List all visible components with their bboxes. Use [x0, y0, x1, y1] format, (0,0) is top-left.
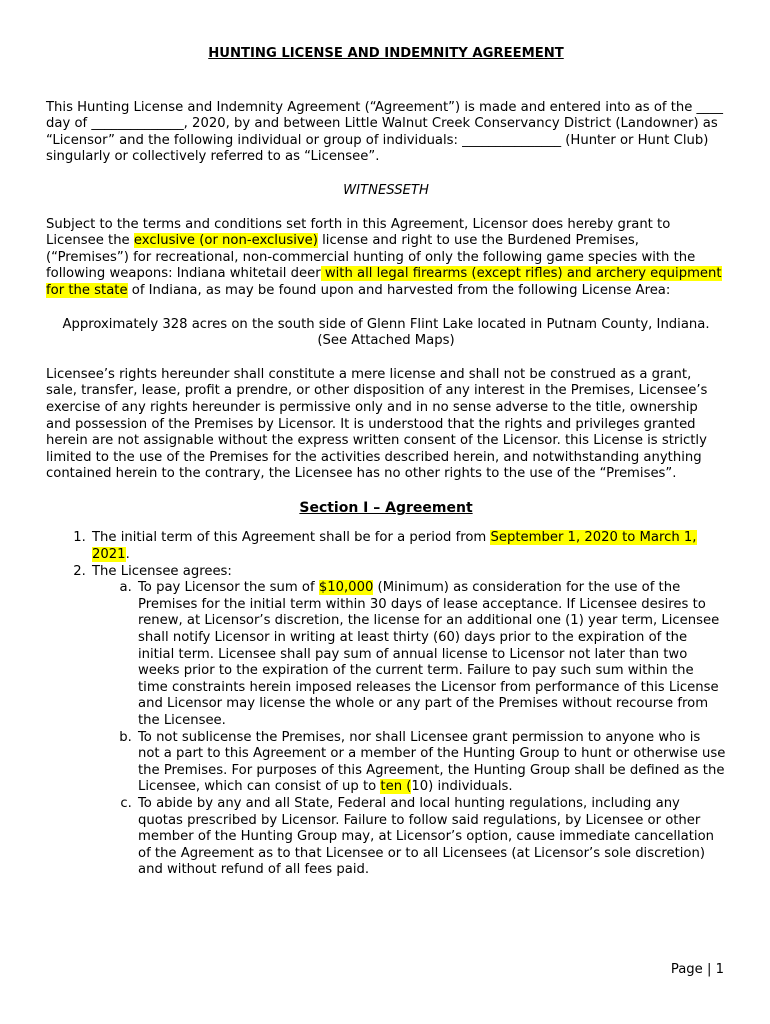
payment-text-1: To pay Licensor the sum of — [138, 580, 319, 596]
grant-text-3: of Indiana, as may be found upon and harvested from the following License Area: — [127, 282, 671, 298]
payment-text-2: (Minimum) as consideration for the use of the Premises for the initial term within 30 days of lease acceptance. If Licensee desires to renew, at Licensor’s discretion, the license for an additional one (1) year term, Licensee shall notify Licensor in writing at least thirty (60) days prior to the expiration of the initial term. Licensee shall pay sum of annual license to Licensor not later than two weeks prior to the expiration of the current term. Failure to pay such sum within the time constraints herein imposed releases the Licensor from performance of this License and Licensor may license the whole or any part of the Premises without recourse from the Licensee. — [138, 580, 720, 728]
obligation-payment — [136, 580, 726, 729]
section-heading: Section I – Agreement — [299, 499, 473, 516]
term-end: . — [125, 547, 130, 563]
obligation-no-sublicense — [136, 730, 726, 796]
highlight-group-size: ten ( — [380, 779, 412, 795]
agreement-list — [46, 530, 726, 878]
license-area-description: Approximately 328 acres on the south side of Glenn Flint Lake located in Putnam County, Indiana. — [62, 316, 710, 332]
licensee-agrees-text: The Licensee agrees: — [92, 563, 232, 579]
sublicense-text-2: 10) individuals. — [411, 779, 513, 795]
license-area-maps-note: (See Attached Maps) — [317, 333, 455, 349]
obligation-regulations: c. To abide by any and all State, Federal and local hunting regulations, including any quotas prescribed by Licensor. Failure to follow said regulations, by Licensee or other member of the Hunting Group may, at Licensor’s option, cause immediate cancellation of the Agreement as to that Licensee or to all Licensees (at Licensor’s sole discretion) and without refund of all fees paid. — [136, 796, 726, 879]
witnesseth-heading: WITNESSETH — [343, 182, 429, 198]
agreement-item-term — [90, 530, 726, 563]
highlight-term-dates: September 1, 2020 to March 1, 2021 — [92, 530, 697, 563]
grant-paragraph — [46, 217, 726, 300]
highlight-weapons: with all legal firearms (except rifles) and archery equipment for the state — [46, 266, 722, 298]
licensee-obligations-list — [92, 580, 726, 879]
rights-paragraph: Licensee’s rights hereunder shall constitute a mere license and shall not be construed as a grant, sale, transfer, lease, profit a prendre, or other disposition of any interest in the Premises, Licensee’s exercise of any rights hereunder is permissive only and in no sense adverse to the title, ownership and possession of the Premises by Licensor. It is understood that the rights and privileges granted herein are not assignable without the express written consent of the Licensor. this License is strictly limited to the use of the Premises for the activities described herein, and notwithstanding anything contained herein to the contrary, the Licensee has no other rights to the use of the “Premises”. — [46, 366, 708, 482]
page-number-footer: Page | 1 — [670, 962, 724, 977]
grant-text-2: license and right to use the Burdened Premises, (“Premises”) for recreational, non-commercial hunting of only the following game species with the following weapons: Indiana whitetail deer — [46, 233, 696, 282]
license-area-block — [46, 317, 726, 350]
highlight-exclusivity: exclusive (or non-exclusive) — [133, 233, 318, 249]
term-text: The initial term of this Agreement shall be for a period from — [92, 530, 491, 546]
intro-paragraph: This Hunting License and Indemnity Agreement (“Agreement”) is made and entered into as of the ____ day of ______________, 2020, by and between Little Walnut Creek Conservancy District (Landowner) as “Licensor” and the following individual or group of individuals: _______________ (Hunter or Hunt Club) singularly or collectively referred to as “Licensee”. — [46, 99, 723, 165]
sublicense-text-1: To not sublicense the Premises, nor shall Licensee grant permission to anyone who is not a part to this Agreement or a member of the Hunting Group to hunt or otherwise use the Premises. For purposes of this Agreement, the Hunting Group shall be defined as the Licensee, which can consist of up to — [138, 729, 726, 795]
grant-text-1: Subject to the terms and conditions set forth in this Agreement, Licensor does hereby grant to Licensee the — [46, 216, 671, 249]
agreement-item-licensee-agrees — [90, 564, 726, 879]
document-body — [46, 46, 726, 879]
highlight-payment-amount: $10,000 — [318, 580, 374, 596]
document-title: HUNTING LICENSE AND INDEMNITY AGREEMENT — [208, 46, 564, 61]
